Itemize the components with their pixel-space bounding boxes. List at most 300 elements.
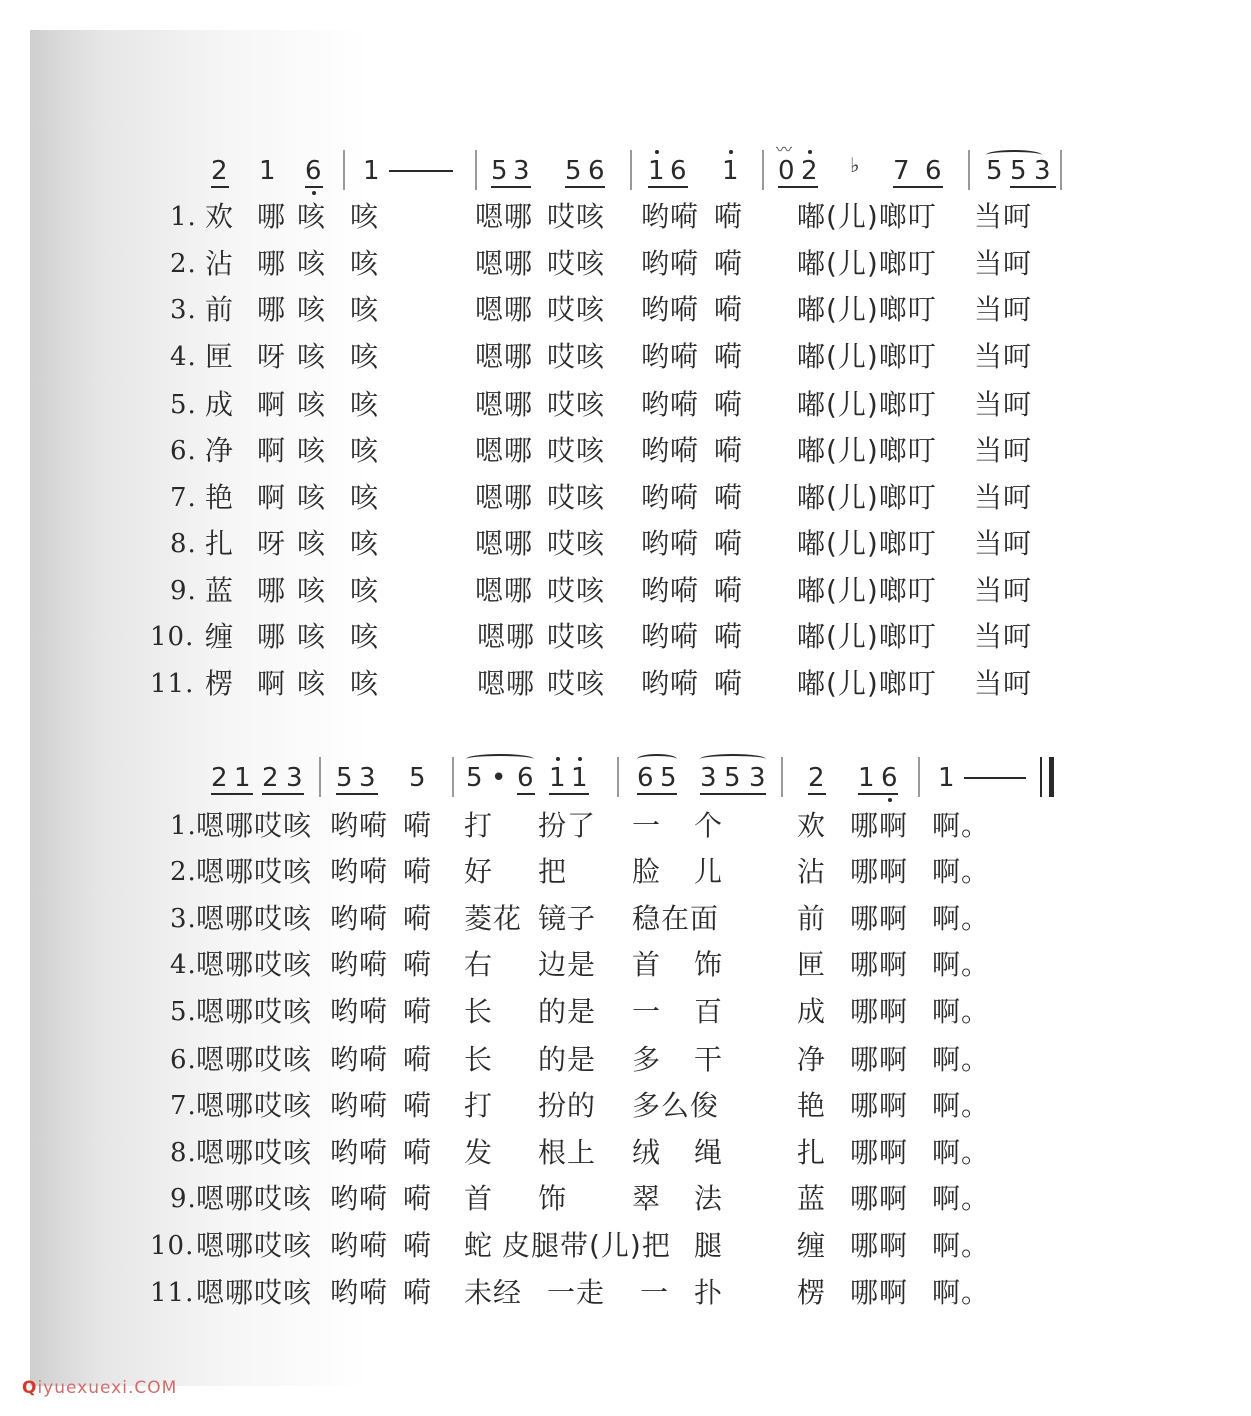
lyric: 嗬 [714,247,744,280]
note: 6 [670,156,687,186]
lyric: 哪啊 [850,809,909,842]
lyric: 嘟(儿)啷叮 [797,667,937,700]
lyric: 哪 [257,620,287,653]
lyric: 嗯哪哎咳 [196,1276,313,1309]
lyric: 嗬 [714,527,744,560]
note: 1 [549,763,566,793]
lyric: 扎 [797,1136,827,1169]
lyric: 咳 [297,574,327,607]
verse-row [0,664,1251,704]
lyric: 打 [464,809,494,842]
lyric: 嗬 [714,388,744,421]
note: 5 [724,763,741,793]
lyric: 的是 [538,1043,597,1076]
lyric: 嗬 [403,1089,433,1122]
lyric: 嗯哪 [475,247,534,280]
lyric: 一走 [547,1276,606,1309]
verse-number: 10. [150,622,195,652]
lyric: 嗬 [714,574,744,607]
lyric: 嗬 [714,340,744,373]
verse-number: 4. [170,342,197,372]
lyric: 嗬 [403,809,433,842]
lyric: 咳 [350,200,380,233]
lyric: 啊。 [932,855,991,888]
lyric: 首 [632,948,662,981]
note: 5 [466,763,483,793]
lyric: 哟嗬 [330,1136,389,1169]
underline [700,793,766,795]
lyric: 哎咳 [547,200,606,233]
lyric: 嗬 [714,620,744,653]
lyric: 当呵 [974,388,1033,421]
lyric: 哟嗬 [641,527,700,560]
note: 0 [778,156,795,186]
lyric: 哎咳 [547,481,606,514]
verse-row [0,478,1251,518]
lyric: 当呵 [974,527,1033,560]
lyric: 皮腿带(儿)把 [502,1229,671,1262]
lyric: 哪 [257,293,287,326]
lyric: 蓝 [205,574,235,607]
lyric: 啊。 [932,902,991,935]
lyric: 嗯哪哎咳 [196,1136,313,1169]
lyric: 咳 [297,620,327,653]
lyric: 嗯哪 [475,340,534,373]
lyric: 嗯哪 [475,527,534,560]
verse-number: 7. [170,1091,197,1121]
lyric: 嗬 [403,1136,433,1169]
extension-dash [389,170,453,172]
lyric: 哟嗬 [641,481,700,514]
verse-row [0,524,1251,564]
lyric: 啊。 [932,1089,991,1122]
lyric: 嘟(儿)啷叮 [797,527,937,560]
lyric: 多 [632,1043,662,1076]
lyric: 哟嗬 [641,667,700,700]
lyric: 咳 [350,574,380,607]
lyric: 哪啊 [850,855,909,888]
note: 5 [660,763,677,793]
lyric: 当呵 [974,481,1033,514]
lyric: 哟嗬 [330,1089,389,1122]
lyric: 咳 [350,293,380,326]
lyric: 菱花 [464,902,523,935]
barline [1060,150,1062,190]
note: 1 [938,763,955,793]
underline [211,186,229,188]
lyric: 净 [205,434,235,467]
lyric: 嗯哪 [475,481,534,514]
watermark-text: iyuexuexi.COM [37,1378,178,1398]
lyric: 哟嗬 [330,948,389,981]
lyric: 咳 [350,620,380,653]
lyric: 哟嗬 [330,902,389,935]
lyric: 嘟(儿)啷叮 [797,434,937,467]
lyric: 嗯哪哎咳 [196,855,313,888]
lyric: 哟嗬 [641,340,700,373]
lyric: 哎咳 [547,434,606,467]
lyric: 扮的 [538,1089,597,1122]
lyric: 哟嗬 [330,1182,389,1215]
lyric: 哪啊 [850,1182,909,1215]
underline [262,793,304,795]
lyric: 当呵 [974,247,1033,280]
verse-number: 9. [170,1184,197,1214]
verse-row [0,1273,1251,1313]
lyric: 饰 [694,948,724,981]
underline [778,186,818,188]
final-thick-barline [1049,757,1054,797]
lyric: 啊 [257,388,287,421]
verse-number: 11. [150,669,195,699]
lyric: 嗯哪 [475,434,534,467]
lyric: 哪啊 [850,948,909,981]
barline [617,757,619,797]
verse-number: 3. [170,295,197,325]
lyric: 嘟(儿)啷叮 [797,293,937,326]
underline [648,186,688,188]
lyric: 扮了 [538,809,597,842]
lyric: 咳 [297,340,327,373]
lyric: 镜子 [538,902,597,935]
lyric: 嘟(儿)啷叮 [797,388,937,421]
lyric: 咳 [350,481,380,514]
lyric: 打 [464,1089,494,1122]
verse-row [0,1086,1251,1126]
lyric: 哪 [257,247,287,280]
lyric: 哪啊 [850,1229,909,1262]
note: 6 [588,156,605,186]
site-watermark [22,1378,177,1398]
lyric: 干 [694,1043,724,1076]
note: 6 [305,156,322,186]
lyric: 啊。 [932,1229,991,1262]
lyric: 未经 [464,1276,523,1309]
lyric: 艳 [205,481,235,514]
lyric: 嗬 [714,293,744,326]
lyric: 嘟(儿)啷叮 [797,247,937,280]
lyric: 哟嗬 [641,200,700,233]
note: 1 [259,156,276,186]
lyric: 咳 [350,340,380,373]
upper-octave-dot [556,757,560,761]
verse-number: 11. [150,1278,195,1308]
verse-row [0,1179,1251,1219]
verse-row [0,992,1251,1032]
lyric: 个 [694,809,724,842]
verse-number: 6. [170,1045,197,1075]
lyric: 发 [464,1136,494,1169]
lyric: 嗯哪哎咳 [196,948,313,981]
note: 2 [211,763,228,793]
note: 6 [637,763,654,793]
lyric: 哎咳 [547,340,606,373]
verse-row [0,945,1251,985]
note: 1 [571,763,588,793]
verse-row [0,571,1251,611]
lyric: 啊 [257,434,287,467]
verse-number: 7. [170,483,197,513]
flat-sign: ♭ [850,153,860,177]
lyric: 匣 [797,948,827,981]
lyric: 咳 [297,481,327,514]
note: 5 [1010,156,1027,186]
underline [808,793,826,795]
lyric: 啊。 [932,1136,991,1169]
lyric: 哎咳 [547,247,606,280]
note: 6 [881,763,898,793]
lyric: 哟嗬 [330,855,389,888]
underline [549,793,589,795]
lyric: 翠 [632,1182,662,1215]
underline [565,186,605,188]
lyric: 咳 [297,293,327,326]
verse-row [0,385,1251,425]
lyric: 哎咳 [547,527,606,560]
lyric: 呀 [257,527,287,560]
barline [918,757,920,797]
lyric: 嗬 [403,1043,433,1076]
note: 2 [808,763,825,793]
lyric: 哎咳 [547,293,606,326]
verse-number: 10. [150,1231,195,1261]
lyric: 的是 [538,995,597,1028]
lyric: 缠 [797,1229,827,1262]
lyric: 嗯哪 [475,388,534,421]
barline [630,150,632,190]
lyric: 当呵 [974,620,1033,653]
underline [336,793,378,795]
verse-row [0,290,1251,330]
verse-number: 5. [170,997,197,1027]
lyric: 缠 [205,620,235,653]
lyric: 扎 [205,527,235,560]
upper-octave-dot [729,150,733,154]
verse-number: 3. [170,904,197,934]
lyric: 蓝 [797,1182,827,1215]
note: 7 [893,156,910,186]
note: 3 [1034,156,1051,186]
note: 5 [409,763,426,793]
lyric: 哟嗬 [330,995,389,1028]
lyric: 当呵 [974,200,1033,233]
lyric: 咳 [350,247,380,280]
lyric: 扑 [694,1276,724,1309]
lyric: 咳 [297,527,327,560]
lyric: 长 [464,995,494,1028]
verse-row [0,852,1251,892]
lyric: 绳 [694,1136,724,1169]
dot-extension: • [491,763,507,793]
lyric: 嗬 [714,667,744,700]
lyric: 啊。 [932,1043,991,1076]
lyric: 欢 [205,200,235,233]
lyric: 呀 [257,340,287,373]
lyric: 前 [205,293,235,326]
lyric: 啊。 [932,1182,991,1215]
note: 1 [722,156,739,186]
lyric: 哟嗬 [641,574,700,607]
lyric: 嗯哪哎咳 [196,1043,313,1076]
upper-octave-dot [655,150,659,154]
verse-number: 5. [170,390,197,420]
lyric: 嗬 [403,1182,433,1215]
note: 3 [749,763,766,793]
lyric: 哟嗬 [641,247,700,280]
lyric: 当呵 [974,340,1033,373]
underline [517,793,535,795]
verse-number: 2. [170,249,197,279]
lower-octave-dot [312,191,316,195]
lyric: 楞 [797,1276,827,1309]
underline [211,793,253,795]
verse-number: 2. [170,857,197,887]
extension-dash [964,777,1026,779]
lyric: 啊 [257,481,287,514]
lyric: 首 [464,1182,494,1215]
verse-number: 1. [170,202,197,232]
lyric: 咳 [350,527,380,560]
lyric: 成 [797,995,827,1028]
underline [1010,186,1056,188]
lyric: 欢 [797,809,827,842]
lyric: 哪啊 [850,1043,909,1076]
note: 5 [336,763,353,793]
lyric: 脸 [632,855,662,888]
lyric: 嗬 [714,481,744,514]
lyric: 嗬 [403,995,433,1028]
verse-row [0,197,1251,237]
note: 1 [648,156,665,186]
lyric: 百 [694,995,724,1028]
lyric: 啊。 [932,1276,991,1309]
lyric: 哪 [257,574,287,607]
lyric: 多么俊 [632,1089,720,1122]
lyric: 嗯哪 [477,667,536,700]
note: 2 [262,763,279,793]
note: 1 [234,763,251,793]
barline [343,150,345,190]
lyric: 前 [797,902,827,935]
lyric: 哎咳 [547,667,606,700]
lyric: 嗬 [403,855,433,888]
verse-number: 9. [170,576,197,606]
lyric: 把 [538,855,568,888]
lyric: 蛇 [464,1229,494,1262]
lyric: 艳 [797,1089,827,1122]
trill-mark: 〰 [776,140,793,159]
lyric: 嗯哪 [475,200,534,233]
lyric: 哪啊 [850,1276,909,1309]
lyric: 饰 [538,1182,568,1215]
lyric: 嗯哪哎咳 [196,1089,313,1122]
note: 2 [801,156,818,186]
verse-number: 6. [170,436,197,466]
verse-number: 8. [170,1138,197,1168]
lyric: 嘟(儿)啷叮 [797,620,937,653]
lyric: 咳 [350,388,380,421]
lyric: 法 [694,1182,724,1215]
lyric: 腿 [694,1229,724,1262]
lyric: 嗬 [714,434,744,467]
lyric: 嗯哪哎咳 [196,809,313,842]
lyric: 净 [797,1043,827,1076]
barline [781,757,783,797]
verse-row [0,431,1251,471]
final-thin-barline [1040,757,1042,797]
barline [319,757,321,797]
lyric: 一 [632,809,662,842]
lyric: 一 [640,1276,670,1309]
lyric: 哟嗬 [330,1043,389,1076]
underline [893,186,943,188]
lyric: 嗯哪 [475,574,534,607]
lyric: 右 [464,948,494,981]
lyric: 当呵 [974,293,1033,326]
lyric: 稳在面 [632,902,720,935]
lyric: 嘟(儿)啷叮 [797,574,937,607]
note: 6 [517,763,534,793]
upper-octave-dot [578,757,582,761]
verse-row [0,337,1251,377]
lyric: 哪啊 [850,1136,909,1169]
verse-number: 4. [170,950,197,980]
lyric: 啊 [257,667,287,700]
note: 3 [513,156,530,186]
lyric: 沾 [797,855,827,888]
lyric: 边是 [538,948,597,981]
lyric: 楞 [205,667,235,700]
lyric: 成 [205,388,235,421]
verse-row [0,244,1251,284]
barline [968,150,970,190]
lyric: 哪啊 [850,995,909,1028]
lyric: 哟嗬 [641,620,700,653]
lyric: 咳 [297,388,327,421]
lyric: 哎咳 [547,620,606,653]
lyric: 咳 [297,200,327,233]
lyric: 咳 [350,434,380,467]
note: 3 [359,763,376,793]
lyric: 哟嗬 [330,1229,389,1262]
lyric: 当呵 [974,667,1033,700]
underline [637,793,677,795]
verse-row [0,899,1251,939]
lyric: 哪啊 [850,1089,909,1122]
verse-row [0,617,1251,657]
underline [858,793,898,795]
verse-row [0,1226,1251,1266]
note: 5 [986,156,1003,186]
lyric: 嗯哪哎咳 [196,1182,313,1215]
lyric: 沾 [205,247,235,280]
lyric: 儿 [694,855,724,888]
note: 5 [565,156,582,186]
barline [762,150,764,190]
note: 2 [211,156,228,186]
lyric: 嗬 [403,948,433,981]
verse-row [0,1133,1251,1173]
lyric: 哟嗬 [641,434,700,467]
lyric: 嗯哪 [475,293,534,326]
lyric: 哟嗬 [330,1276,389,1309]
lyric: 嗯哪哎咳 [196,995,313,1028]
lyric: 当呵 [974,434,1033,467]
verse-number: 1. [170,811,197,841]
upper-octave-dot [808,150,812,154]
lyric: 哎咳 [547,574,606,607]
lyric: 嗯哪哎咳 [196,902,313,935]
